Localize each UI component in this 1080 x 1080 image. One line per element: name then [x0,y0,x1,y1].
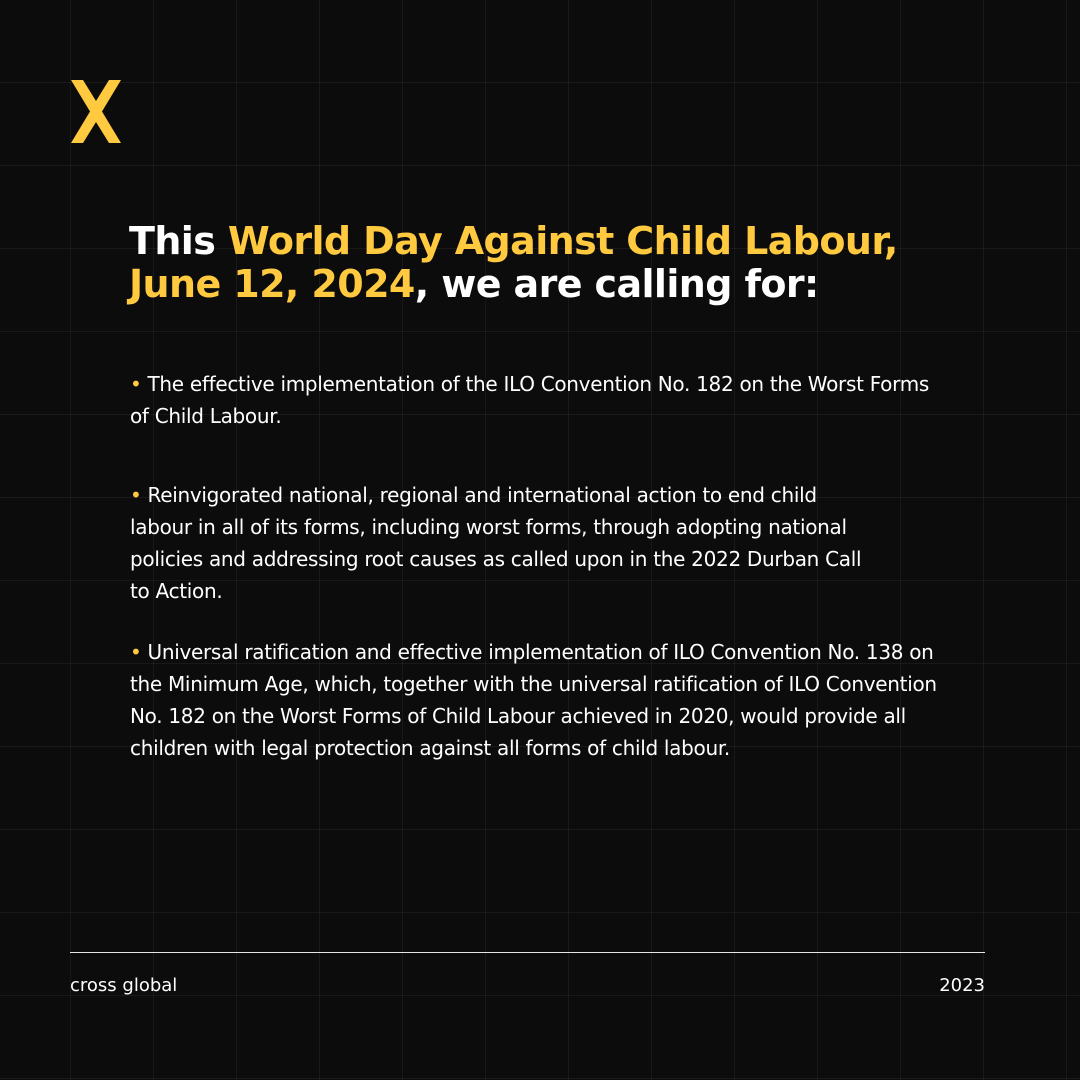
footer-brand-name: cross global [70,975,178,996]
footer-year: 2023 [939,975,985,996]
x-logo-icon [71,80,121,143]
list-item [130,636,960,764]
headline [129,220,989,306]
footer-divider [70,952,985,953]
bullet-marker: • [130,372,142,396]
list-item [130,479,880,607]
list-item [130,368,930,432]
headline-suffix: , we are calling for: [414,262,819,306]
bullet-text: The effective implementation of the ILO Convention No. 182 on the Worst Forms of Child Labour. [130,372,929,428]
bullet-marker: • [130,640,142,664]
headline-highlight-event: World Day Against Child Labour, [227,219,898,263]
headline-highlight-date: June 12, 2024 [129,262,415,306]
bullet-text: Reinvigorated national, regional and international action to end child labour in all of its forms, including worst forms, through adopting national policies and addressing root causes as called upon in the 2022 Durban Call to Action. [130,483,862,603]
headline-prefix: This [129,219,228,263]
bullet-marker: • [130,483,142,507]
bullet-text: Universal ratification and effective implementation of ILO Convention No. 138 on the Minimum Age, which, together with the universal ratification of ILO Convention No. 182 on the Worst Forms of Child Labour achieved in 2020, would provide all children with legal protection against all forms of child labour. [130,640,937,760]
